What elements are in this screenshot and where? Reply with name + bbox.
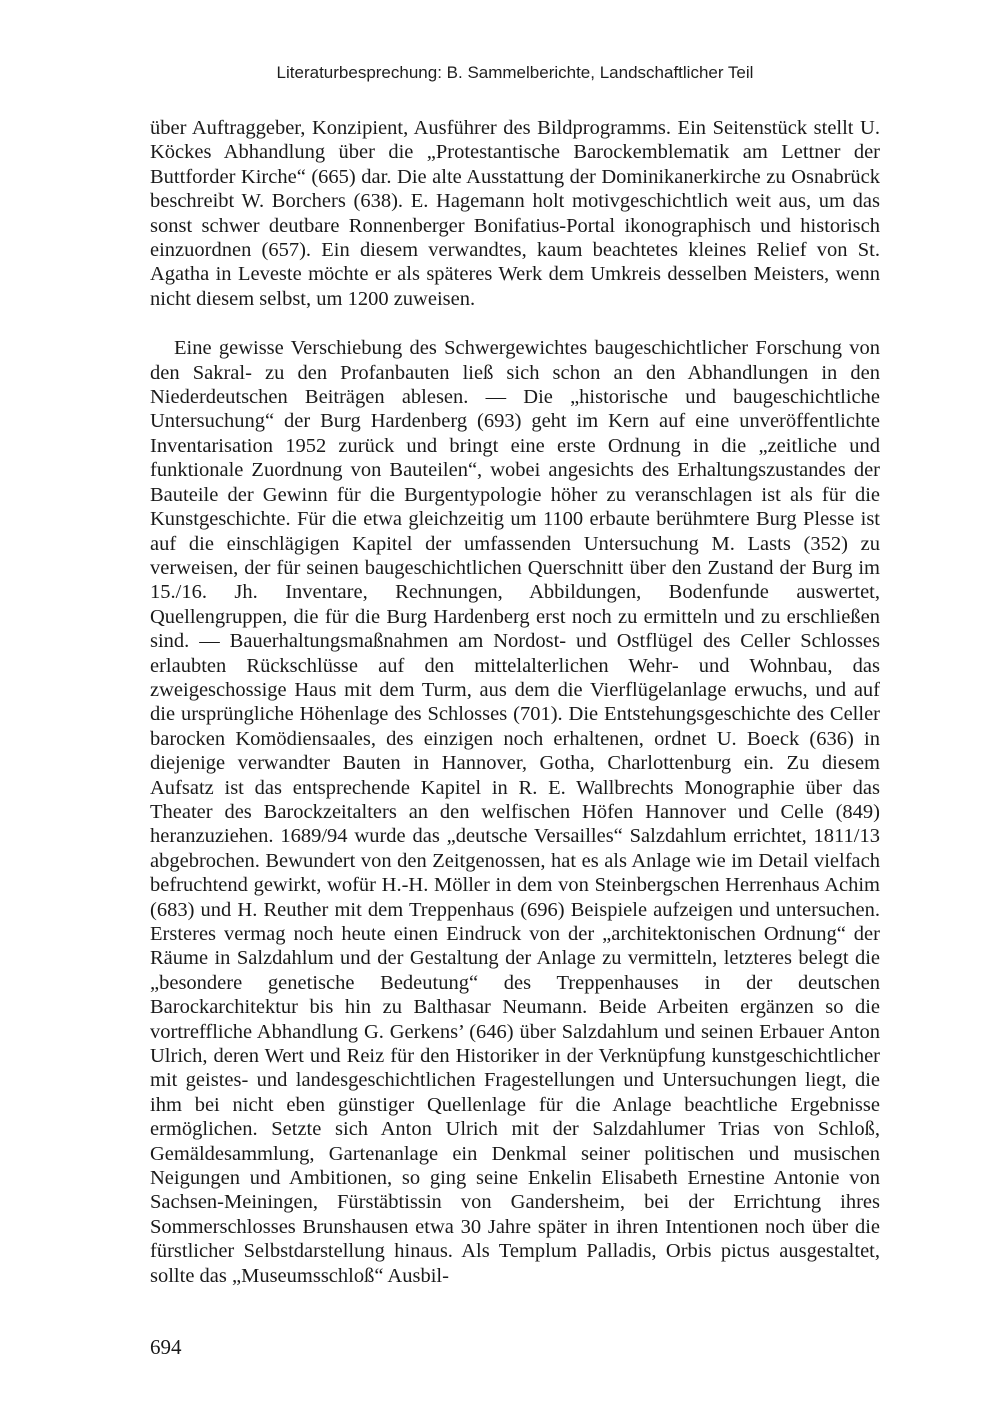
body-text (150, 116, 880, 1288)
page-number: 694 (150, 1335, 182, 1359)
paragraph-1: über Auftraggeber, Konzipient, Ausführer des Bildprogramms. Ein Seitenstück stellt U. Köckes Abhandlung über die „Protestantische Barockemblematik am Lettner der Buttforder Kirche“ (665) dar. Die alte Ausstattung der Dominikanerkirche zu Osnabrück beschreibt W. Borchers (638). E. Hagemann holt motivgeschichtlich weit aus, um das sonst schwer deutbare Ronnenberger Bonifatius-Portal ikonographisch und historisch einzuordnen (657). Ein diesem verwandtes, kaum beachtetes kleines Relief von St. Agatha in Leveste möchte er als späteres Werk dem Umkreis desselben Meisters, wenn nicht diesem selbst, um 1200 zuweisen. (150, 117, 880, 310)
paragraph-2: Eine gewisse Verschiebung des Schwergewichtes baugeschichtlicher Forschung von den Sakral- zu den Profanbauten ließ sich schon an den Abhandlungen in den Niederdeutschen Beiträgen ablesen. — Die „historische und baugeschichtliche Untersuchung“ der Burg Hardenberg (693) geht im Kern auf eine unveröffentlichte Inventarisation 1952 zurück und bringt eine erste Ordnung in die „zeitliche und funktionale Zuordnung von Bauteilen“, wobei angesichts des Erhaltungszustandes der Bauteile der Gewinn für die Burgentypologie höher zu veranschlagen ist als für die Kunstgeschichte. Für die etwa gleichzeitig um 1100 erbaute berühmtere Burg Plesse ist auf die einschlägigen Kapitel der umfassenden Untersuchung M. Lasts (352) zu verweisen, der für seinen baugeschichtlichen Querschnitt über den Zustand der Burg im 15./16. Jh. Inventare, Rechnungen, Abbildungen, Bodenfunde auswertet, Quellengruppen, die für die Burg Hardenberg erst noch zu ermitteln und zu erschließen sind. — Bauerhaltungsmaßnahmen am Nordost- und Ostflügel des Celler Schlosses erlaubten Rückschlüsse auf den mittelalterlichen Wehr- und Wohnbau, das zweigeschossige Haus mit dem Turm, aus dem die Vierflügelanlage erwuchs, und auf die ursprüngliche Höhenlage des Schlosses (701). Die Entstehungsgeschichte des Celler barocken Komödiensaales, des einzigen noch erhaltenen, ordnet U. Boeck (636) in diejenige verwandter Bauten in Hannover, Gotha, Charlottenburg ein. Zu diesem Aufsatz ist das entsprechende Kapitel in R. E. Wallbrechts Monographie über das Theater des Barockzeitalters an den welfischen Höfen Hannover und Celle (849) heranzuziehen. 1689/94 wurde das „deutsche Versailles“ Salzdahlum errichtet, 1811/13 abgebrochen. Bewundert von den Zeitgenossen, hat es als Anlage wie im Detail vielfach befruchtend gewirkt, wofür H.-H. Möller in dem von Steinbergschen Herrenhaus Achim (683) und H. Reuther mit dem Treppenhaus (696) Beispiele aufzeigen und untersuchen. Ersteres vermag noch heute einen Eindruck von der „architektonischen Ordnung“ der Räume in Salzdahlum und der Gestaltung der Anlage zu vermitteln, letzteres belegt die „besondere genetische Bedeutung“ des Treppenhauses in der deutschen Barockarchitektur bis hin zu Balthasar Neumann. Beide Arbeiten ergänzen so die vortreffliche Abhandlung G. Gerkens’ (646) über Salzdahlum und seinen Erbauer Anton Ulrich, deren Wert und Reiz für den Historiker in der Verknüpfung kunstgeschichtlicher mit geistes- und landesgeschichtlichen Fragestellungen und Untersuchungen liegt, die ihm bei nicht eben günstiger Quellenlage für die Anlage beachtliche Ergebnisse ermöglichen. Setzte sich Anton Ulrich mit der Salzdahlumer Trias von Schloß, Gemäldesammlung, Gartenanlage ein Denkmal seiner politischen und musischen Neigungen und Ambitionen, so ging seine Enkelin Elisabeth Ernestine Antonie von Sachsen-Meiningen, Fürstäbtissin von Gandersheim, bei der Errichtung ihres Sommerschlosses Brunshausen etwa 30 Jahre später in ihren Intentionen noch über die fürstlicher Selbstdarstellung hinaus. Als Templum Palladis, Orbis pictus ausgestaltet, sollte das „Museumsschloß“ Ausbil- (150, 337, 880, 1287)
running-header: Literaturbesprechung: B. Sammelberichte, Landschaftlicher Teil (276, 63, 754, 82)
document-page (150, 0, 880, 1419)
